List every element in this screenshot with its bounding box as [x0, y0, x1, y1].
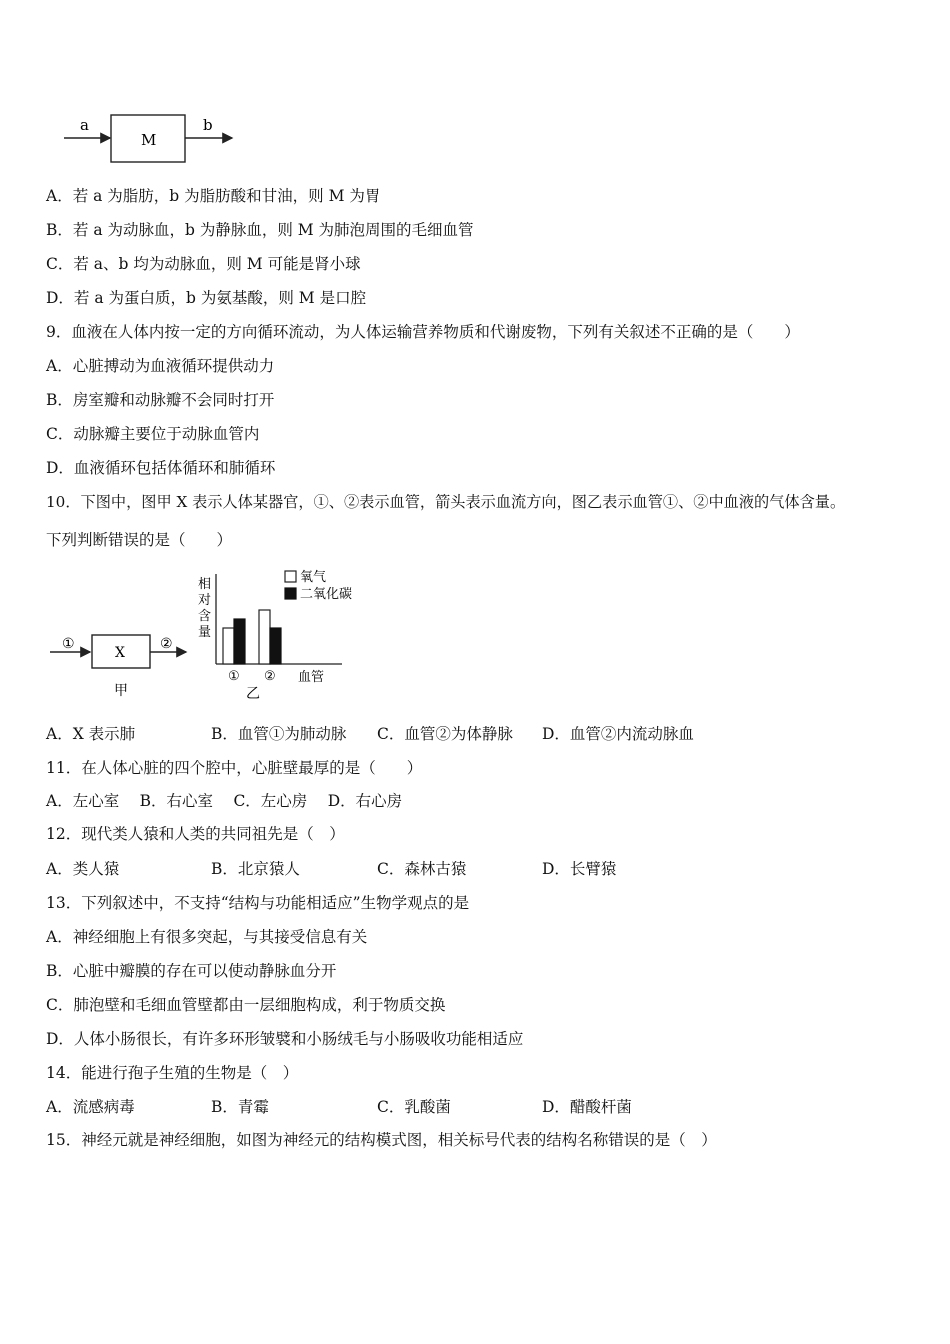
q14-option-c: C．乳酸菌 [377, 1098, 451, 1116]
q12-option-a: A．类人猿 [46, 860, 120, 878]
q10-option-a: A．X 表示肺 [46, 725, 136, 743]
bar-o2-vessel-2 [259, 610, 270, 664]
y-axis-label-char-2: 对 [198, 593, 212, 608]
figure-yi-chart [194, 566, 354, 702]
q10-option-b: B．血管①为肺动脉 [211, 725, 347, 743]
q13-option-c: C．肺泡壁和毛细血管壁都由一层细胞构成，利于物质交换 [46, 996, 446, 1014]
x-tick-vessel-1: ① [228, 669, 240, 684]
q8-option-d: D．若 a 为蛋白质，b 为氨基酸，则 M 是口腔 [46, 289, 367, 307]
y-axis-label-char-3: 含 [198, 609, 212, 624]
label-m: M [141, 131, 157, 149]
legend-label-o2: 氧气 [300, 570, 327, 585]
q12-option-c: C．森林古猿 [377, 860, 467, 878]
figure-jia-diagram [46, 628, 196, 700]
label-vessel-2: ② [160, 636, 173, 652]
caption-jia: 甲 [114, 683, 128, 699]
q9-stem: 9．血液在人体内按一定的方向循环流动，为人体运输营养物质和代谢废物，下列有关叙述不正确的是（ ） [46, 323, 800, 341]
x-tick-vessel-2: ② [264, 669, 276, 684]
q10-option-c: C．血管②为体静脉 [377, 725, 513, 743]
q8-option-c: C．若 a、b 均为动脉血，则 M 可能是肾小球 [46, 255, 361, 273]
q12-stem: 12．现代类人猿和人类的共同祖先是（ ） [46, 825, 345, 843]
q12-options-row [46, 859, 906, 879]
q14-option-d: D．醋酸杆菌 [542, 1098, 632, 1116]
legend-label-co2: 二氧化碳 [300, 587, 353, 602]
q9-option-d: D．血液循环包括体循环和肺循环 [46, 459, 276, 477]
y-axis-label-char-1: 相 [198, 577, 212, 592]
legend-swatch-co2 [285, 588, 296, 599]
label-b: b [203, 116, 213, 134]
q10-options-row [46, 724, 906, 744]
label-a: a [80, 116, 89, 134]
q15-stem: 15．神经元就是神经细胞，如图为神经元的结构模式图，相关标号代表的结构名称错误的是（ ） [46, 1131, 717, 1149]
q14-option-b: B．青霉 [211, 1098, 269, 1116]
q12-option-b: B．北京猿人 [211, 860, 300, 878]
q9-option-b: B．房室瓣和动脉瓣不会同时打开 [46, 391, 275, 409]
label-x: X [115, 645, 125, 661]
legend-swatch-o2 [285, 571, 296, 582]
q10-option-d: D．血管②内流动脉血 [542, 725, 694, 743]
q9-option-a: A．心脏搏动为血液循环提供动力 [46, 357, 275, 375]
q13-option-a: A．神经细胞上有很多突起，与其接受信息有关 [46, 928, 368, 946]
q10-stem-line1: 10．下图中，图甲 X 表示人体某器官，①、②表示血管，箭头表示血流方向，图乙表示血管①、②中血液的气体含量。 [46, 493, 846, 511]
q13-stem: 13．下列叙述中，不支持“结构与功能相适应”生物学观点的是 [46, 894, 470, 912]
caption-yi: 乙 [246, 686, 260, 702]
y-axis-label-char-4: 量 [198, 625, 212, 640]
x-axis-label: 血管 [298, 670, 325, 685]
q13-option-b: B．心脏中瓣膜的存在可以使动静脉血分开 [46, 962, 337, 980]
q11-options: A．左心室 B．右心室 C．左心房 D．右心房 [46, 792, 403, 810]
bar-co2-vessel-1 [234, 619, 245, 664]
q10-stem-line2: 下列判断错误的是（ ） [46, 531, 233, 549]
q11-stem: 11．在人体心脏的四个腔中，心脏壁最厚的是（ ） [46, 759, 423, 777]
q12-option-d: D．长臂猿 [542, 860, 617, 878]
q14-option-a: A．流感病毒 [46, 1098, 135, 1116]
q8-option-b: B．若 a 为动脉血，b 为静脉血，则 M 为肺泡周围的毛细血管 [46, 221, 474, 239]
figure-m-diagram [60, 108, 250, 170]
bar-o2-vessel-1 [223, 628, 234, 664]
q9-option-c: C．动脉瓣主要位于动脉血管内 [46, 425, 260, 443]
bar-co2-vessel-2 [270, 628, 281, 664]
q8-option-a: A．若 a 为脂肪，b 为脂肪酸和甘油，则 M 为胃 [46, 187, 381, 205]
q13-option-d: D．人体小肠很长，有许多环形皱襞和小肠绒毛与小肠吸收功能相适应 [46, 1030, 524, 1048]
label-vessel-1: ① [62, 636, 75, 652]
q14-stem: 14．能进行孢子生殖的生物是（ ） [46, 1064, 299, 1082]
q14-options-row [46, 1097, 906, 1117]
